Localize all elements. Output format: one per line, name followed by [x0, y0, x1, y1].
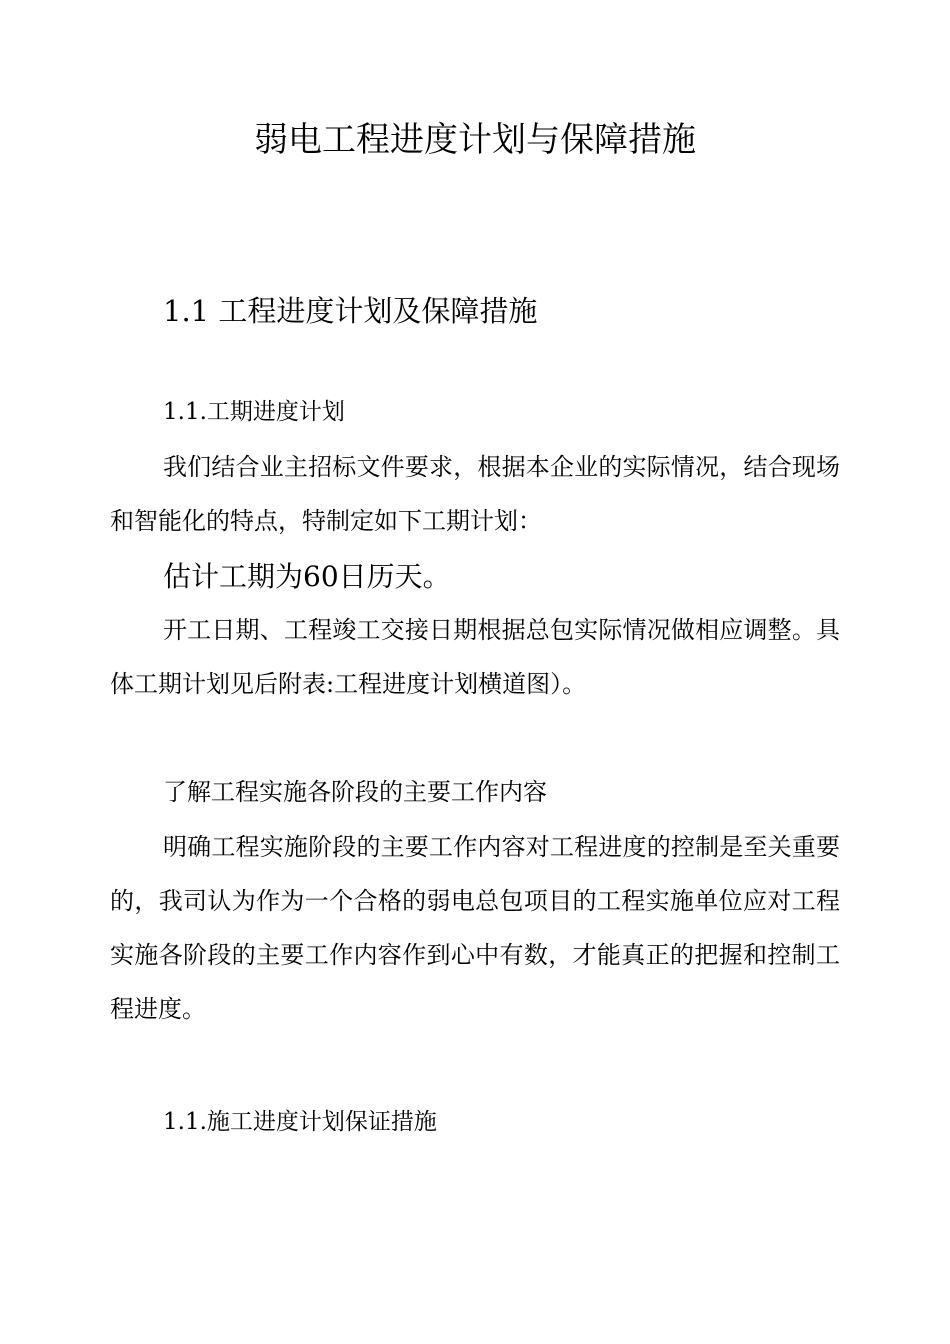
- section-heading-1-1: 1.1 工程进度计划及保障措施: [163, 294, 538, 328]
- subsection-heading-guarantee: 1.1.施工进度计划保证措施: [163, 1109, 437, 1135]
- paragraph-work-content: 明确工程实施阶段的主要工作内容对工程进度的控制是至关重要的，我司认为作为一个合格的弱电总包项目的工程实施单位应对工程实施各阶段的主要工作内容作到心中有数，才能真正的把握和控制工程进度。: [110, 833, 840, 1023]
- document-title: 弱电工程进度计划与保障措施: [254, 120, 696, 160]
- paragraph-start-date: 开工日期、工程竣工交接日期根据总包实际情况做相应调整。具体工期计划见后附表:工程进度计划横道图）。: [110, 616, 840, 698]
- paragraph-schedule-intro: 我们结合业主招标文件要求，根据本企业的实际情况，结合现场和智能化的特点，特制定如下工期计划：: [110, 453, 840, 535]
- paragraph-duration: 估计工期为60日历天。: [163, 560, 451, 593]
- subsection-heading-schedule: 1.1.工期进度计划: [163, 399, 345, 425]
- line-work-content-heading: 了解工程实施各阶段的主要工作内容: [163, 778, 547, 806]
